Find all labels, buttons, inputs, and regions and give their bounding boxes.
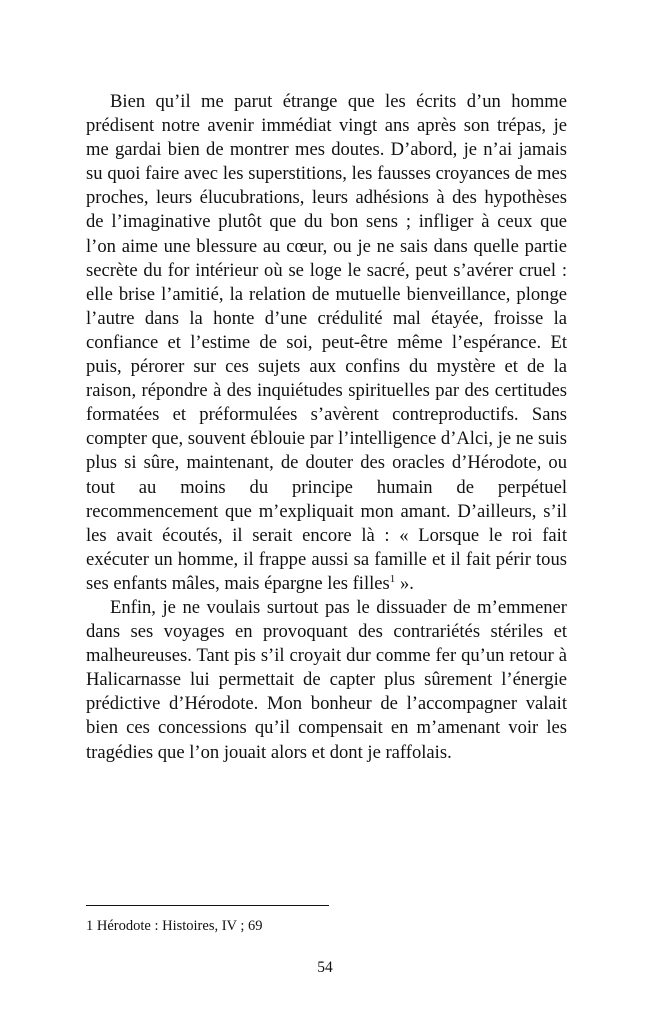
paragraph-2-text: Enfin, je ne voulais surtout pas le dissuader de m’emmener dans ses voyages en provoquant des contrariétés stériles et malheureuses. Tant pis s’il croyait dur comme fer qu’un retour à Halicarnasse lui permettait de capter plus sûrement l’énergie prédictive d’Hérodote. Mon bonheur de l’accompagner valait bien ces concessions qu’il compensait en m’amenant voir les tragédies que l’on jouait alors et dont je raffolais. — [86, 596, 567, 763]
paragraph-1 — [86, 90, 567, 596]
paragraph-2 — [86, 596, 567, 765]
paragraph-1-text: Bien qu’il me parut étrange que les écrits d’un homme prédisent notre avenir immédiat vingt ans après son trépas, je me gardai bien de montrer mes doutes. D’abord, je n’ai jamais su quoi faire avec les superstitions, les fausses croyances de mes proches, leurs élucubrations, leurs adhésions à des hypothèses de l’imaginative plutôt que du bon sens ; infliger à ceux que l’on aime une blessure au cœur, ou je ne sais dans quelle partie secrète du for intérieur où se loge le sacré, peut s’avérer cruel : elle brise l’amitié, la relation de mutuelle bienveillance, plonge l’autre dans la honte d’une crédulité mal étayée, froisse la confiance et l’estime de soi, peut-être même l’espérance. Et puis, pérorer sur ces sujets aux confins du mystère et de la raison, répondre à des inquiétudes spirituelles par des certitudes formatées et préformulées s’avèrent contreproductifs. Sans compter que, souvent éblouie par l’intelligence d’Alci, je ne suis plus si sûre, maintenant, de douter des oracles d’Hérodote, ou tout au moins du principe humain de perpétuel recommencement que m’expliquait mon amant. D’ailleurs, s’il les avait écoutés, il serait encore là : « Lorsque le roi fait exécuter un homme, il frappe aussi sa famille et il fait périr tous ses enfants mâles, mais épargne les filles — [86, 91, 567, 594]
paragraph-1-closing: ». — [395, 572, 414, 594]
body-text — [86, 90, 567, 765]
footnote: 1 Hérodote : Histoires, IV ; 69 — [86, 918, 263, 934]
footnote-separator — [86, 905, 329, 906]
footnote-reference: 1 — [389, 572, 396, 585]
page-number: 54 — [317, 959, 333, 976]
